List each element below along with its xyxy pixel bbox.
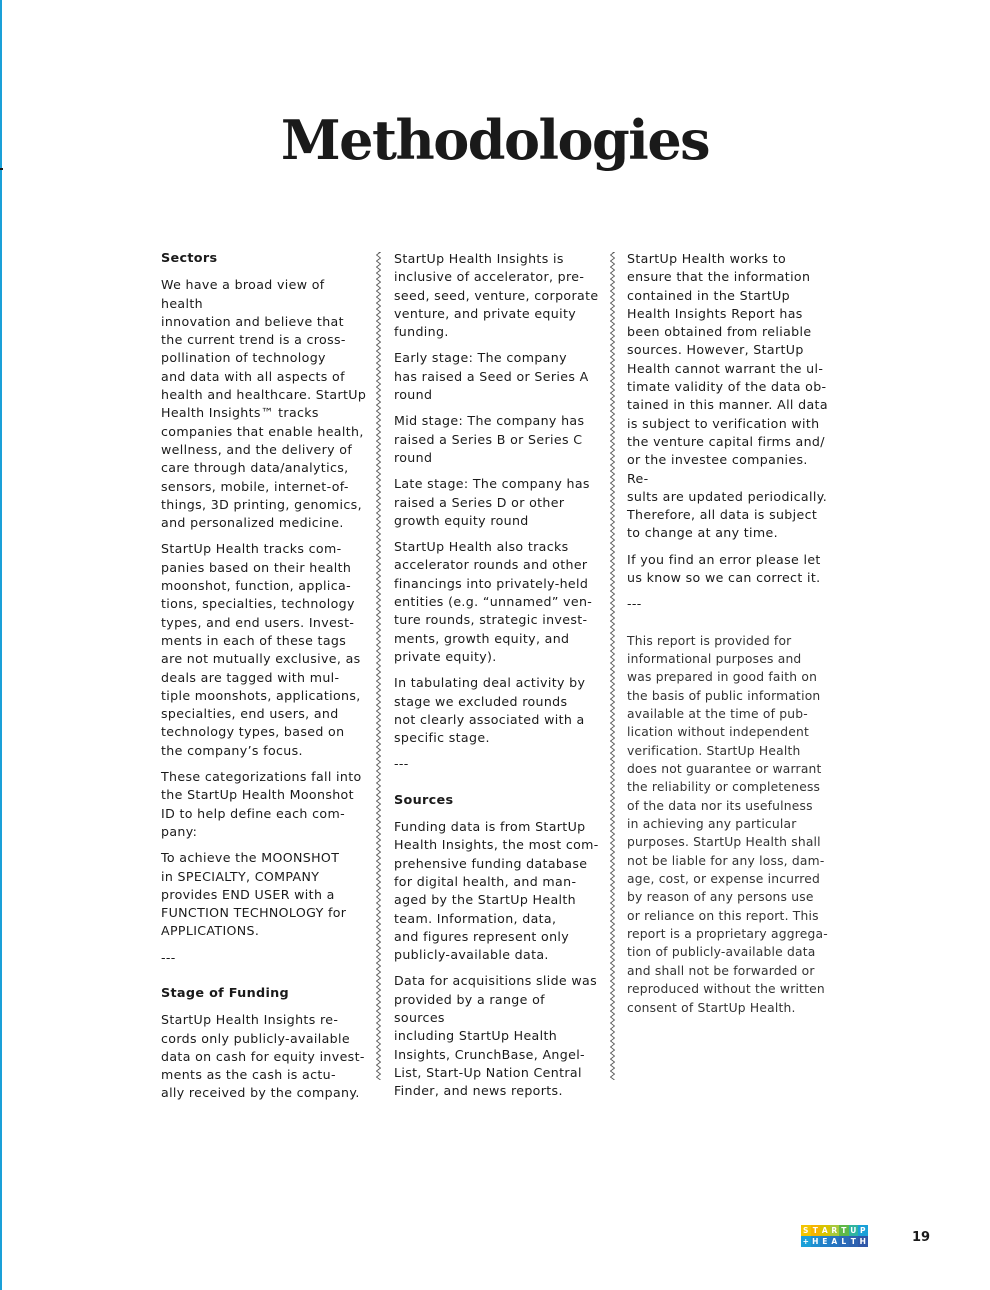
insights-scope-paragraph: StartUp Health Insights is inclusive of accelerator, pre- seed, seed, venture, corporate venture, and private equity funding. bbox=[394, 251, 599, 340]
logo-letter: L bbox=[839, 1236, 849, 1247]
logo-row-health bbox=[801, 1236, 887, 1247]
column-1 bbox=[161, 250, 369, 1111]
logo-letter: U bbox=[850, 1226, 857, 1235]
zigzag-line bbox=[377, 252, 381, 1080]
logo-letter: T bbox=[839, 1225, 849, 1236]
left-edge-accent-line bbox=[0, 0, 2, 1290]
zigzag-line bbox=[611, 252, 615, 1080]
logo-letter: A bbox=[831, 1237, 838, 1246]
sectors-paragraph-2: StartUp Health tracks com- panies based on their health moonshot, function, applica- tions, specialties, technology types, and end users. Invest- ments in each of these tags are not mutually exclusive, as deals are tagged with mul- tiple moonshots, applications, specialties, end users, and technology types, based on the company’s focus. bbox=[161, 541, 361, 758]
logo-row-startup bbox=[801, 1225, 887, 1236]
logo-letter: A bbox=[821, 1226, 828, 1235]
section-separator: --- bbox=[394, 756, 409, 772]
page-title: Methodologies bbox=[280, 108, 710, 172]
logo-letter: S bbox=[801, 1225, 811, 1236]
logo-letter: P bbox=[860, 1226, 866, 1235]
data-accuracy-paragraph: StartUp Health works to ensure that the information contained in the StartUp Health Insights Report has been obtained from reliable sources. However, StartUp Health cannot warrant the ul- timate validity of the data ob- tained in this manner. All data is subject to verification with the venture capital firms and/ or the investee companies. Re- sults are updated periodically. Therefore, all data is subject to change at any time. bbox=[627, 251, 828, 541]
sectors-heading: Sectors bbox=[161, 251, 218, 266]
column-divider-2 bbox=[610, 252, 615, 1080]
column-3 bbox=[627, 250, 833, 1025]
accelerator-rounds-paragraph: StartUp Health also tracks accelerator rounds and other financings into privately-held entities (e.g. “unnamed” ven- ture rounds, strategic invest- ments, growth equity, and private equity). bbox=[394, 539, 593, 664]
section-separator: --- bbox=[627, 596, 642, 612]
startup-health-logo bbox=[801, 1225, 887, 1247]
column-divider-1 bbox=[376, 252, 381, 1080]
sectors-paragraph-4: To achieve the MOONSHOT in SPECIALTY, COMPANY provides END USER with a FUNCTION TECHNOLOGY for APPLICATIONS. bbox=[161, 850, 347, 939]
disclaimer-paragraph: This report is provided for informational purposes and was prepared in good faith on the basis of public information available at the time of pub- lication without independent verification. StartUp Health does not guarantee or warrant the reliability or completeness of the data nor its usefulness in achieving any particular purposes. StartUp Health shall not be liable for any loss, dam- age, cost, or expense incurred by reason of any persons use or reliance on this report. This report is a proprietary aggrega- tion of publicly-available data and shall not be forwarded or reproduced without the written consent of StartUp Health. bbox=[627, 633, 828, 1015]
column-2 bbox=[394, 250, 600, 1108]
logo-letter: H bbox=[859, 1237, 866, 1246]
sources-paragraph-1: Funding data is from StartUp Health Insights, the most com- prehensive funding database for digital health, and man- aged by the StartUp Health team. Information, data, and figures represent only publicly-available data. bbox=[394, 819, 599, 963]
logo-letter: H bbox=[812, 1237, 819, 1246]
sources-heading: Sources bbox=[394, 792, 454, 808]
page-number: 19 bbox=[912, 1230, 931, 1245]
early-stage-definition: Early stage: The company has raised a Seed or Series A round bbox=[394, 350, 589, 403]
late-stage-definition: Late stage: The company has raised a Series D or other growth equity round bbox=[394, 476, 590, 528]
logo-letter: + bbox=[802, 1237, 809, 1246]
logo-letter: T bbox=[849, 1236, 859, 1247]
error-report-paragraph: If you find an error please let us know so we can correct it. bbox=[627, 551, 821, 586]
logo-letter: R bbox=[831, 1226, 838, 1235]
stage-of-funding-paragraph: StartUp Health Insights re- cords only publicly-available data on cash for equity invest- ments as the cash is actu- ally received by the company. bbox=[161, 1012, 365, 1101]
sources-paragraph-2: Data for acquisitions slide was provided by a range of sources including StartUp Health Insights, CrunchBase, Angel- List, Start-Up Nation Central Finder, and news reports. bbox=[394, 973, 597, 1099]
deal-activity-paragraph: In tabulating deal activity by stage we excluded rounds not clearly associated with a specific stage. bbox=[394, 675, 586, 746]
logo-letter: E bbox=[820, 1236, 830, 1247]
sectors-paragraph-3: These categorizations fall into the StartUp Health Moonshot ID to help define each com- pany: bbox=[161, 769, 362, 839]
section-separator: --- bbox=[161, 949, 176, 965]
sectors-paragraph-1: We have a broad view of health innovation and believe that the current trend is a cross- pollination of technology and data with all aspects of health and healthcare. StartUp Health Insights™ tracks companies that enable health, wellness, and the delivery of care through data/analytics, sensors, mobile, internet-of- things, 3D printing, genomics, and personalized medicine. bbox=[161, 277, 367, 531]
mid-stage-definition: Mid stage: The company has raised a Series B or Series C round bbox=[394, 413, 585, 465]
logo-letter: T bbox=[811, 1225, 821, 1236]
stage-of-funding-heading: Stage of Funding bbox=[161, 985, 290, 1001]
